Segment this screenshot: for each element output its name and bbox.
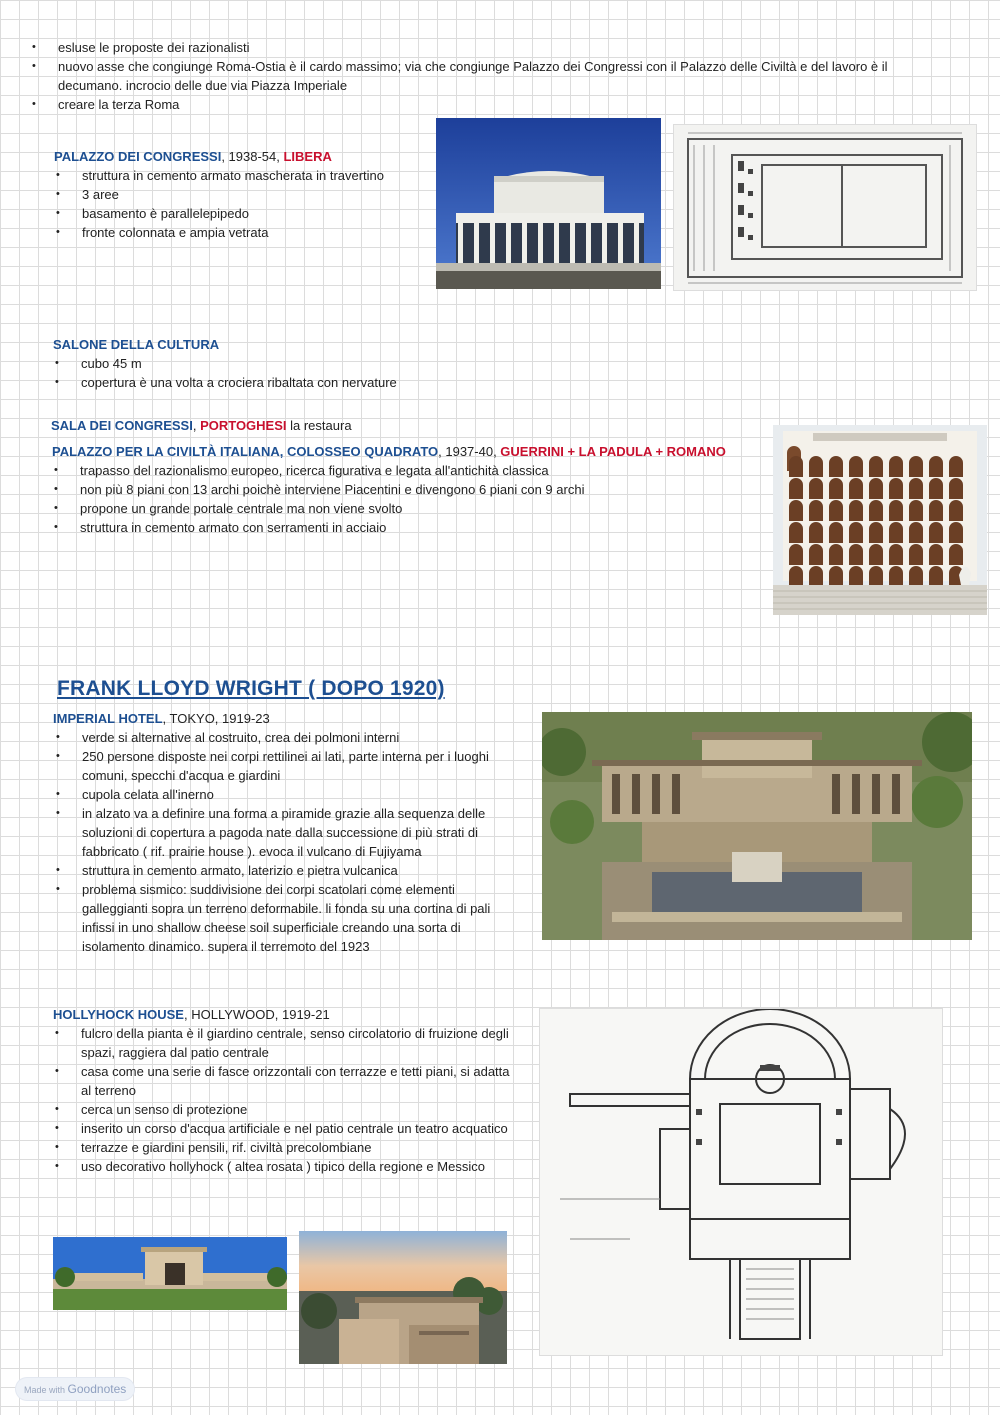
palazzo-congressi-heading	[54, 147, 332, 166]
list-item: • problema sismico: suddivisione dei corpi scatolari come elementi galleggianti sopra un terreno deformabile. li fonda su una cortina di pali infissi in uno shallow cheese soil superficiale creando una sorta di isolamento dinamico. supera il terremoto del 1923	[54, 880, 520, 956]
logo-brand: Goodnotes	[67, 1382, 127, 1396]
salone-cultura-bullets	[53, 354, 473, 392]
list-item: • non più 8 piani con 13 archi poichè interviene Piacentini e divengono 6 piani con 9 archi	[52, 480, 762, 499]
list-item: • creare la terza Roma	[30, 95, 960, 114]
heading-architect: GUERRINI + LA PADULA + ROMANO	[500, 444, 726, 459]
palazzo-congressi-bullets	[54, 166, 414, 242]
list-item: • struttura in cemento armato, laterizio e pietra vulcanica	[54, 861, 520, 880]
hollyhock-plan	[539, 1008, 943, 1356]
salone-cultura-heading: SALONE DELLA CULTURA	[53, 337, 220, 352]
list-item: • cerca un senso di protezione	[53, 1100, 513, 1119]
list-item: • verde si alternative al costruito, crea dei polmoni interni	[54, 728, 520, 747]
palazzo-congressi-plan	[673, 124, 977, 291]
palazzo-congressi-photo	[436, 118, 661, 289]
heading-dates: , 1938-54,	[221, 149, 284, 164]
heading-name: PALAZZO DEI CONGRESSI	[54, 149, 222, 164]
hollyhock-photo-1	[53, 1237, 287, 1310]
heading-architect: LIBERA	[283, 149, 332, 164]
hollyhock-bullets	[53, 1024, 513, 1176]
palazzo-civilta-bullets	[52, 461, 762, 537]
wright-title: FRANK LLOYD WRIGHT ( DOPO 1920)	[57, 677, 445, 700]
heading-dates: , TOKYO, 1919-23	[162, 711, 270, 726]
heading-note: la restaura	[286, 418, 352, 433]
list-item: • terrazze e giardini pensili, rif. civiltà precolombiane	[53, 1138, 513, 1157]
list-item: • cupola celata all'inerno	[54, 785, 520, 804]
list-item: • struttura in cemento armato con serramenti in acciaio	[52, 518, 762, 537]
list-item: • propone un grande portale centrale ma non viene svolto	[52, 499, 762, 518]
goodnotes-logo	[16, 1378, 134, 1400]
list-item-continuation: decumano. incrocio delle due via Piazza Imperiale	[58, 78, 348, 93]
imperial-hotel-bullets	[54, 728, 520, 956]
heading-name: SALA DEI CONGRESSI	[51, 418, 193, 433]
hollyhock-photo-2	[299, 1231, 507, 1364]
heading-dates: , 1937-40,	[438, 444, 501, 459]
logo-prefix: Made with	[24, 1385, 66, 1395]
list-item: • nuovo asse che congiunge Roma-Ostia è il cardo massimo; via che congiunge Palazzo dei Congressi con il Palazzo delle Civiltà e del lavoro è il	[30, 57, 960, 76]
list-item: • 3 aree	[54, 185, 414, 204]
list-item: • cubo 45 m	[53, 354, 473, 373]
palazzo-civilta-heading	[52, 442, 772, 461]
heading-dates: , HOLLYWOOD, 1919-21	[183, 1007, 330, 1022]
sala-congressi-heading	[51, 416, 352, 435]
heading-sep: ,	[192, 418, 201, 433]
list-item: • casa come una serie di fasce orizzontali con terrazze e tetti piani, si adatta al terreno	[53, 1062, 513, 1100]
list-item: • trapasso del razionalismo europeo, ricerca figurativa e legata all'antichità classica	[52, 461, 762, 480]
imperial-hotel-heading	[53, 709, 270, 728]
heading-name: IMPERIAL HOTEL	[53, 711, 163, 726]
heading-architect: PORTOGHESI	[200, 418, 287, 433]
colosseo-quadrato-photo	[773, 425, 987, 615]
list-item: • inserito un corso d'acqua artificiale e nel patio centrale un teatro acquatico	[53, 1119, 513, 1138]
list-item: • basamento è parallelepipedo	[54, 204, 414, 223]
list-item: • 250 persone disposte nei corpi rettilinei ai lati, parte interna per i luoghi comuni, specchi d'acqua e giardini	[54, 747, 520, 785]
heading-name: HOLLYHOCK HOUSE	[53, 1007, 184, 1022]
heading-name: PALAZZO PER LA CIVILTÀ ITALIANA, COLOSSEO QUADRATO	[52, 444, 439, 459]
list-item: • fulcro della pianta è il giardino centrale, senso circolatorio di fruizione degli spazi, raggiera dal patio centrale	[53, 1024, 513, 1062]
list-item: • struttura in cemento armato mascherata in travertino	[54, 166, 414, 185]
list-item: • in alzato va a definire una forma a piramide grazie alla sequenza delle soluzioni di copertura a pagoda nate dalla successione di più strati di fabbricato ( rif. prairie house ). evoca il vulcano di Fujiyama	[54, 804, 520, 861]
list-item: • fronte colonnata e ampia vetrata	[54, 223, 414, 242]
list-item: • copertura è una volta a crociera ribaltata con nervature	[53, 373, 473, 392]
hollyhock-heading	[53, 1005, 330, 1024]
list-item: • esluse le proposte dei razionalisti	[30, 38, 960, 57]
intro-bullets	[30, 38, 960, 114]
imperial-hotel-photo	[542, 712, 972, 940]
list-item: • uso decorativo hollyhock ( altea rosata ) tipico della regione e Messico	[53, 1157, 513, 1176]
